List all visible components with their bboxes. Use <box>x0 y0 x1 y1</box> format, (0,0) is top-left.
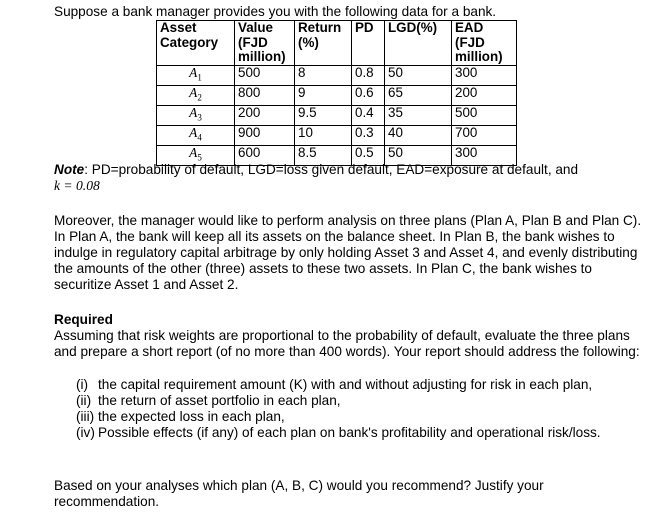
return-cell: 9.5 <box>295 105 352 125</box>
value-cell: 500 <box>235 65 295 85</box>
item-number: (i) <box>76 377 89 392</box>
table-header-row <box>157 21 517 66</box>
asset-cell: $A_5$ <box>157 146 235 166</box>
ead-cell: 300 <box>452 146 517 166</box>
requirements-list <box>76 377 616 441</box>
header-asset-category: Asset Category <box>157 21 235 66</box>
item-text: the capital requirement amount (K) with and without adjusting for risk in each plan, <box>98 377 593 392</box>
lgd-cell: 35 <box>385 105 452 125</box>
ead-cell: 300 <box>452 65 517 85</box>
plans-paragraph: Moreover, the manager would like to perform analysis on three plans (Plan A, Plan B and Plan C). In Plan A, the bank will keep all its assets on the balance sheet. In Plan B, the bank wishes to indulge in regulatory capital arbitrage by only holding Asset 3 and Asset 4, and evenly distributing the amounts of the other (three) assets to these two assets. In Plan C, the bank wishes to securitize Asset 1 and Asset 2. <box>54 213 642 292</box>
closing-question: Based on your analyses which plan (A, B, C) would you recommend? Justify your recommendation. <box>54 478 544 509</box>
header-lgd: LGD(%) <box>385 21 452 66</box>
value-cell: 800 <box>235 85 295 105</box>
header-ead: EAD (FJD million) <box>452 21 517 66</box>
value-cell: 200 <box>235 105 295 125</box>
lgd-cell: 50 <box>385 65 452 85</box>
return-cell: 8 <box>295 65 352 85</box>
ead-cell: 500 <box>452 105 517 125</box>
header-value: Value (FJD million) <box>235 21 295 66</box>
k-value: k = 0.08 <box>54 178 100 193</box>
ead-cell: 200 <box>452 85 517 105</box>
list-item <box>76 409 616 425</box>
pd-cell: 0.8 <box>352 65 385 85</box>
required-text: Assuming that risk weights are proportional to the probability of default, evaluate the three plans and prepare a short report (of no more than 400 words). Your report should address the following: <box>54 328 640 359</box>
note-text: : PD=probability of default, LGD=loss given default, EAD=exposure at default, and <box>84 162 579 177</box>
asset-cell: $A_2$ <box>157 85 235 105</box>
asset-data-table <box>156 20 517 166</box>
lgd-cell: 50 <box>385 146 452 166</box>
table-row <box>157 65 517 85</box>
asset-cell: $A_3$ <box>157 105 235 125</box>
return-cell: 9 <box>295 85 352 105</box>
return-cell: 8.5 <box>295 146 352 166</box>
pd-cell: 0.5 <box>352 146 385 166</box>
item-text: the return of asset portfolio in each plan, <box>98 393 341 408</box>
item-text: the expected loss in each plan, <box>98 409 285 424</box>
list-item <box>76 393 616 409</box>
header-pd: PD <box>352 21 385 66</box>
pd-cell: 0.6 <box>352 85 385 105</box>
list-item <box>76 425 616 441</box>
value-cell: 900 <box>235 126 295 146</box>
table-row <box>157 126 517 146</box>
asset-cell: $A_1$ <box>157 65 235 85</box>
table-row <box>157 105 517 125</box>
note-label: Note <box>54 162 85 177</box>
intro-text: Suppose a bank manager provides you with the following data for a bank. <box>54 4 497 19</box>
item-text: Possible effects (if any) of each plan on bank's profitability and operational risk/loss. <box>98 425 601 440</box>
return-cell: 10 <box>295 126 352 146</box>
header-return: Return (%) <box>295 21 352 66</box>
item-number: (iii) <box>76 409 95 424</box>
list-item <box>76 377 616 393</box>
item-number: (ii) <box>76 393 92 408</box>
table-row <box>157 85 517 105</box>
pd-cell: 0.4 <box>352 105 385 125</box>
table-note <box>54 162 644 194</box>
required-heading: Required <box>54 312 113 327</box>
asset-cell: $A_4$ <box>157 126 235 146</box>
value-cell: 600 <box>235 146 295 166</box>
item-number: (iv) <box>76 425 95 440</box>
pd-cell: 0.3 <box>352 126 385 146</box>
lgd-cell: 40 <box>385 126 452 146</box>
lgd-cell: 65 <box>385 85 452 105</box>
ead-cell: 700 <box>452 126 517 146</box>
